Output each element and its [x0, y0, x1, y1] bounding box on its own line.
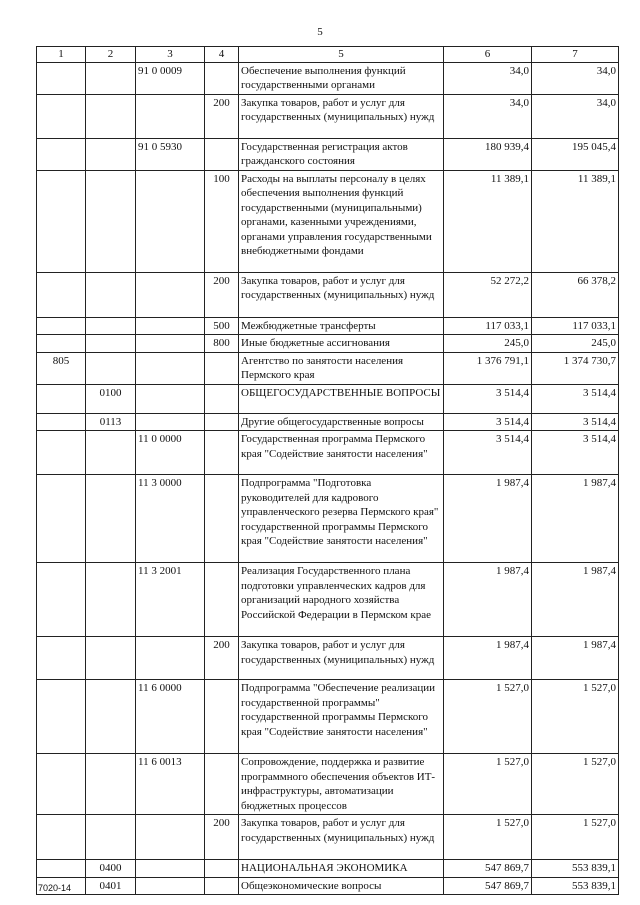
cell-amount-7: 3 514,4 [532, 431, 619, 475]
cell-expense-type: 100 [205, 170, 239, 272]
cell-name: Закупка товаров, работ и услуг для государственных (муниципальных) нужд [239, 272, 444, 317]
cell-expense-type [205, 754, 239, 815]
cell-section [86, 637, 136, 680]
cell-target-article [136, 272, 205, 317]
cell-name: Государственная программа Пермского края "Содействие занятости населения" [239, 431, 444, 475]
cell-amount-7: 1 374 730,7 [532, 352, 619, 384]
header-cell: 4 [205, 47, 239, 63]
cell-target-article: 11 6 0000 [136, 680, 205, 754]
cell-name: ОБЩЕГОСУДАРСТВЕННЫЕ ВОПРОСЫ [239, 384, 444, 413]
cell-section [86, 62, 136, 94]
cell-target-article [136, 170, 205, 272]
cell-section [86, 317, 136, 335]
cell-amount-7: 553 839,1 [532, 860, 619, 878]
cell-name: Закупка товаров, работ и услуг для государственных (муниципальных) нужд [239, 637, 444, 680]
cell-section [86, 815, 136, 860]
cell-amount-7: 1 527,0 [532, 815, 619, 860]
cell-section [86, 431, 136, 475]
header-cell: 5 [239, 47, 444, 63]
cell-amount-7: 117 033,1 [532, 317, 619, 335]
table-row [37, 680, 619, 754]
table-row [37, 272, 619, 317]
cell-amount-6: 3 514,4 [444, 431, 532, 475]
cell-amount-7: 1 987,4 [532, 563, 619, 637]
cell-admin-code: 805 [37, 352, 86, 384]
cell-target-article [136, 637, 205, 680]
table-row [37, 335, 619, 353]
cell-target-article: 11 3 0000 [136, 475, 205, 563]
cell-amount-6: 1 376 791,1 [444, 352, 532, 384]
cell-amount-7: 245,0 [532, 335, 619, 353]
cell-amount-6: 11 389,1 [444, 170, 532, 272]
cell-target-article [136, 352, 205, 384]
cell-name: Государственная регистрация актов гражданского состояния [239, 138, 444, 170]
cell-admin-code [37, 317, 86, 335]
cell-expense-type: 200 [205, 272, 239, 317]
cell-name: Иные бюджетные ассигнования [239, 335, 444, 353]
cell-section [86, 335, 136, 353]
cell-name: Агентство по занятости населения Пермского края [239, 352, 444, 384]
cell-expense-type [205, 384, 239, 413]
cell-admin-code [37, 475, 86, 563]
table-row [37, 352, 619, 384]
cell-amount-6: 1 987,4 [444, 637, 532, 680]
cell-name: Расходы на выплаты персоналу в целях обеспечения выполнения функций государственными (муниципальными) органами, казенными учреждениями, органами управления государственными внебюджетными фондами [239, 170, 444, 272]
cell-amount-7: 3 514,4 [532, 413, 619, 431]
cell-expense-type [205, 860, 239, 878]
table-row [37, 170, 619, 272]
cell-expense-type [205, 475, 239, 563]
cell-amount-6: 1 987,4 [444, 475, 532, 563]
cell-admin-code [37, 272, 86, 317]
cell-amount-6: 547 869,7 [444, 877, 532, 895]
table-row [37, 138, 619, 170]
table-row [37, 317, 619, 335]
cell-admin-code [37, 637, 86, 680]
table-row [37, 877, 619, 895]
cell-section [86, 563, 136, 637]
cell-section [86, 680, 136, 754]
cell-amount-6: 3 514,4 [444, 413, 532, 431]
table-row [37, 431, 619, 475]
table-row [37, 754, 619, 815]
cell-amount-6: 34,0 [444, 62, 532, 94]
cell-expense-type [205, 431, 239, 475]
cell-section [86, 94, 136, 138]
cell-name: Закупка товаров, работ и услуг для государственных (муниципальных) нужд [239, 815, 444, 860]
cell-admin-code [37, 384, 86, 413]
cell-expense-type: 800 [205, 335, 239, 353]
cell-amount-7: 11 389,1 [532, 170, 619, 272]
cell-target-article [136, 384, 205, 413]
table-row [37, 384, 619, 413]
cell-target-article: 11 0 0000 [136, 431, 205, 475]
cell-expense-type: 200 [205, 637, 239, 680]
table-row [37, 563, 619, 637]
header-row [37, 47, 619, 63]
cell-target-article [136, 877, 205, 895]
table-row [37, 860, 619, 878]
cell-amount-6: 547 869,7 [444, 860, 532, 878]
table-row [37, 62, 619, 94]
cell-target-article [136, 413, 205, 431]
header-cell: 7 [532, 47, 619, 63]
cell-amount-6: 52 272,2 [444, 272, 532, 317]
cell-section: 0113 [86, 413, 136, 431]
cell-admin-code [37, 170, 86, 272]
cell-target-article: 91 0 5930 [136, 138, 205, 170]
cell-section: 0400 [86, 860, 136, 878]
cell-admin-code [37, 754, 86, 815]
cell-section [86, 475, 136, 563]
cell-name: Другие общегосударственные вопросы [239, 413, 444, 431]
cell-target-article: 11 6 0013 [136, 754, 205, 815]
table-body [37, 62, 619, 895]
cell-admin-code [37, 860, 86, 878]
cell-amount-7: 1 527,0 [532, 754, 619, 815]
cell-expense-type: 200 [205, 94, 239, 138]
cell-expense-type [205, 62, 239, 94]
cell-name: Сопровождение, поддержка и развитие программного обеспечения объектов ИТ-инфраструктуры, автоматизации бюджетных процессов [239, 754, 444, 815]
cell-amount-7: 1 527,0 [532, 680, 619, 754]
cell-amount-6: 1 527,0 [444, 680, 532, 754]
table-row [37, 413, 619, 431]
cell-amount-7: 34,0 [532, 94, 619, 138]
cell-admin-code [37, 431, 86, 475]
cell-target-article [136, 317, 205, 335]
cell-target-article [136, 94, 205, 138]
cell-target-article: 11 3 2001 [136, 563, 205, 637]
cell-target-article [136, 815, 205, 860]
cell-amount-6: 34,0 [444, 94, 532, 138]
cell-amount-6: 1 987,4 [444, 563, 532, 637]
cell-name: Закупка товаров, работ и услуг для государственных (муниципальных) нужд [239, 94, 444, 138]
cell-expense-type [205, 680, 239, 754]
cell-section [86, 754, 136, 815]
cell-name: Подпрограмма "Подготовка руководителей для кадрового управленческого резерва Пермского края" государственной программы Пермского края "Содействие занятости населения" [239, 475, 444, 563]
cell-amount-6: 1 527,0 [444, 815, 532, 860]
cell-amount-6: 3 514,4 [444, 384, 532, 413]
cell-expense-type: 500 [205, 317, 239, 335]
cell-expense-type [205, 413, 239, 431]
cell-admin-code [37, 815, 86, 860]
cell-expense-type [205, 563, 239, 637]
cell-expense-type [205, 877, 239, 895]
cell-name: Обеспечение выполнения функций государственными органами [239, 62, 444, 94]
cell-admin-code [37, 138, 86, 170]
budget-table [36, 46, 619, 895]
cell-name: НАЦИОНАЛЬНАЯ ЭКОНОМИКА [239, 860, 444, 878]
cell-section [86, 138, 136, 170]
table-row [37, 637, 619, 680]
cell-section: 0100 [86, 384, 136, 413]
cell-amount-6: 1 527,0 [444, 754, 532, 815]
cell-expense-type [205, 352, 239, 384]
cell-amount-7: 1 987,4 [532, 475, 619, 563]
header-cell: 3 [136, 47, 205, 63]
cell-section [86, 352, 136, 384]
cell-admin-code [37, 680, 86, 754]
cell-expense-type: 200 [205, 815, 239, 860]
cell-name: Подпрограмма "Обеспечение реализации государственной программы" государственной программы Пермского края "Содействие занятости населения" [239, 680, 444, 754]
cell-admin-code [37, 335, 86, 353]
cell-amount-7: 553 839,1 [532, 877, 619, 895]
table-row [37, 815, 619, 860]
cell-amount-7: 66 378,2 [532, 272, 619, 317]
cell-admin-code [37, 413, 86, 431]
cell-name: Межбюджетные трансферты [239, 317, 444, 335]
document-code: 7020-14 [38, 883, 72, 893]
cell-name: Общеэкономические вопросы [239, 877, 444, 895]
cell-expense-type [205, 138, 239, 170]
cell-amount-7: 3 514,4 [532, 384, 619, 413]
table-row [37, 94, 619, 138]
cell-section [86, 170, 136, 272]
cell-admin-code [37, 94, 86, 138]
header-cell: 6 [444, 47, 532, 63]
cell-amount-7: 195 045,4 [532, 138, 619, 170]
header-cell: 1 [37, 47, 86, 63]
cell-amount-6: 245,0 [444, 335, 532, 353]
cell-section: 0401 [86, 877, 136, 895]
cell-admin-code [37, 62, 86, 94]
cell-amount-6: 180 939,4 [444, 138, 532, 170]
cell-target-article [136, 860, 205, 878]
cell-target-article: 91 0 0009 [136, 62, 205, 94]
cell-section [86, 272, 136, 317]
cell-amount-6: 117 033,1 [444, 317, 532, 335]
page-number: 5 [317, 26, 323, 38]
cell-amount-7: 1 987,4 [532, 637, 619, 680]
cell-target-article [136, 335, 205, 353]
cell-amount-7: 34,0 [532, 62, 619, 94]
header-cell: 2 [86, 47, 136, 63]
cell-admin-code [37, 563, 86, 637]
table-row [37, 475, 619, 563]
cell-name: Реализация Государственного плана подготовки управленческих кадров для организаций народного хозяйства Российской Федерации в Пермском крае [239, 563, 444, 637]
